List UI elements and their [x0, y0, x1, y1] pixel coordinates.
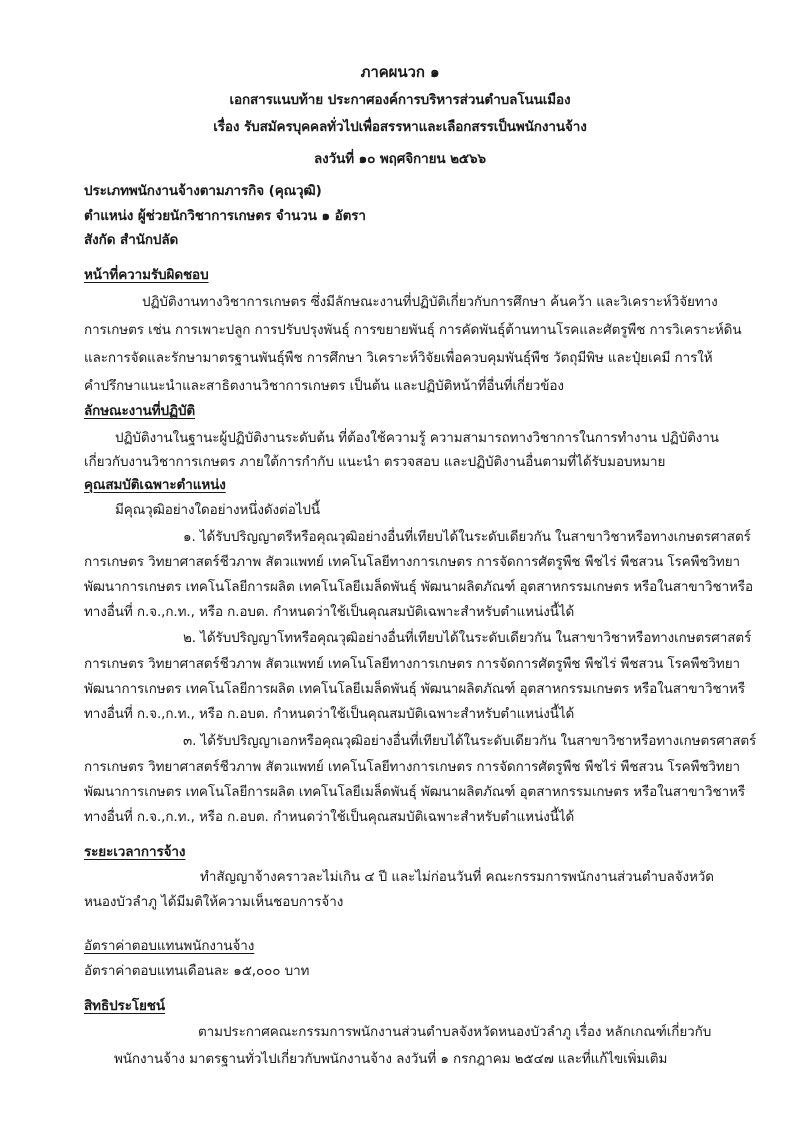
qualification-item-1-line: การเกษตร วิทยาศาสตร์ชีวภาพ สัตวแพทย์ เทคโนโลยีทางการเกษตร การจัดการศัตรูพืช พืชไร่ พืชสวน โรคพืชวิทยา [84, 554, 740, 570]
qualifications-intro: มีคุณวุฒิอย่างใดอย่างหนึ่งดังต่อไปนี้ [115, 502, 321, 518]
annex-title: ภาคผนวก ๑ [360, 63, 440, 81]
qualification-item-1-line: พัฒนาการเกษตร เทคโนโลยีการผลิต เทคโนโลยีเมล็ดพันธุ์ พัฒนาผลิตภัณฑ์ อุตสาหกรรมเกษตร หรือในสาขาวิชาหรือ [84, 579, 754, 595]
qualification-item-2-line: ทางอื่นที่ ก.จ.,ก.ท., หรือ ก.อบต. กำหนดว่าใช้เป็นคุณสมบัติเฉพาะสำหรับตำแหน่งนี้ได้ [84, 706, 575, 722]
qualification-item-2-line: การเกษตร วิทยาศาสตร์ชีวภาพ สัตวแพทย์ เทคโนโลยีทางการเกษตร การจัดการศัตรูพืช พืชไร่ พืชสวน โรคพืชวิทยา [84, 656, 740, 672]
position-department: สังกัด สำนักปลัด [84, 232, 179, 248]
date-line: ลงวันที่ ๑๐ พฤศจิกายน ๒๕๖๖ [314, 151, 486, 167]
work-nature-line: ปฏิบัติงานในฐานะผู้ปฏิบัติงานระดับต้น ที่ต้องใช้ความรู้ ความสามารถทางวิชาการในการทำงาน ปฏิบัติงาน [115, 430, 719, 446]
position-type: ประเภทพนักงานจ้างตามภารกิจ (คุณวุฒิ) [84, 183, 322, 199]
subject-line: เรื่อง รับสมัครบุคคลทั่วไปเพื่อสรรหาและเลือกสรรเป็นพนักงานจ้าง [213, 119, 587, 135]
employment-period-heading: ระยะเวลาการจ้าง [84, 844, 186, 860]
qualifications-heading: คุณสมบัติเฉพาะตำแหน่ง [84, 477, 226, 493]
duties-line: คำปรึกษาแนะนำและสาธิตงานวิชาการเกษตร เป็นต้น และปฏิบัติหน้าที่อื่นที่เกี่ยวข้อง [84, 378, 564, 394]
duties-line: และการจัดและรักษามาตรฐานพันธุ์พืช การศึกษา วิเคราะห์วิจัยเพื่อควบคุมพันธุ์พืช วัตถุมีพิษ และปุ๋ยเคมี การให้ [84, 350, 713, 366]
attachment-line: เอกสารแนบท้าย ประกาศองค์การบริหารส่วนตำบลโนนเมือง [229, 92, 571, 108]
qualification-item-3-line: ทางอื่นที่ ก.จ.,ก.ท., หรือ ก.อบต. กำหนดว่าใช้เป็นคุณสมบัติเฉพาะสำหรับตำแหน่งนี้ได้ [84, 809, 575, 825]
compensation-line: อัตราค่าตอบแทนเดือนละ ๑๕,๐๐๐ บาท [84, 963, 310, 979]
qualification-item-2-line: ๒. ได้รับปริญญาโทหรือคุณวุฒิอย่างอื่นที่เทียบได้ในระดับเดียวกัน ในสาขาวิชาหรือทางเกษตรศาสตร์ [183, 630, 752, 646]
qualification-item-1-line: ทางอื่นที่ ก.จ.,ก.ท., หรือ ก.อบต. กำหนดว่าใช้เป็นคุณสมบัติเฉพาะสำหรับตำแหน่งนี้ได้ [84, 604, 575, 620]
qualification-item-1-line: ๑. ได้รับปริญญาตรีหรือคุณวุฒิอย่างอื่นที่เทียบได้ในระดับเดียวกัน ในสาขาวิชาหรือทางเกษตรศาสตร์ [183, 529, 751, 545]
qualification-item-3-line: การเกษตร วิทยาศาสตร์ชีวภาพ สัตวแพทย์ เทคโนโลยีทางการเกษตร การจัดการศัตรูพืช พืชไร่ พืชสวน โรคพืชวิทยา [84, 759, 740, 775]
qualification-item-2-line: พัฒนาการเกษตร เทคโนโลยีการผลิต เทคโนโลยีเมล็ดพันธุ์ พัฒนาผลิตภัณฑ์ อุตสาหกรรมเกษตร หรือในสาขาวิชาหรื [84, 681, 745, 697]
work-nature-line: เกี่ยวกับงานวิชาการเกษตร ภายใต้การกำกับ แนะนำ ตรวจสอบ และปฏิบัติงานอื่นตามที่ได้รับมอบหมาย [84, 454, 666, 470]
benefits-line: ตามประกาศคณะกรรมการพนักงานส่วนตำบลจังหวัดหนองบัวลำภู เรื่อง หลักเกณฑ์เกี่ยวกับ [198, 1024, 712, 1040]
duties-line: ปฏิบัติงานทางวิชาการเกษตร ซึ่งมีลักษณะงานที่ปฏิบัติเกี่ยวกับการศึกษา ค้นคว้า และวิเคราะห์วิจัยทาง [142, 294, 718, 310]
benefits-heading: สิทธิประโยชน์ [84, 998, 166, 1014]
employment-period-line: ทำสัญญาจ้างคราวละไม่เกิน ๔ ปี และไม่ก่อนวันที่ คณะกรรมการพนักงานส่วนตำบลจังหวัด [200, 869, 714, 885]
qualification-item-3-line: ๓. ได้รับปริญญาเอกหรือคุณวุฒิอย่างอื่นที่เทียบได้ในระดับเดียวกัน ในสาขาวิชาหรือทางเกษตรศาสตร์ [183, 733, 757, 749]
work-nature-heading: ลักษณะงานที่ปฏิบัติ [84, 403, 196, 419]
qualification-item-3-line: พัฒนาการเกษตร เทคโนโลยีการผลิต เทคโนโลยีเมล็ดพันธุ์ พัฒนาผลิตภัณฑ์ อุตสาหกรรมเกษตร หรือในสาขาวิชาหรื [84, 784, 745, 800]
duties-line: การเกษตร เช่น การเพาะปลูก การปรับปรุงพันธุ์ การขยายพันธุ์ การคัดพันธุ์ต้านทานโรคและศัตรูพืช การวิเคราะห์ดิน [84, 322, 742, 338]
compensation-heading: อัตราค่าตอบแทนพนักงานจ้าง [84, 938, 255, 954]
position-title: ตำแหน่ง ผู้ช่วยนักวิชาการเกษตร จำนวน ๑ อัตรา [84, 208, 366, 224]
duties-heading: หน้าที่ความรับผิดชอบ [84, 267, 209, 283]
benefits-line: พนักงานจ้าง มาตรฐานทั่วไปเกี่ยวกับพนักงานจ้าง ลงวันที่ ๑ กรกฎาคม ๒๕๔๗ และที่แก้ไขเพิ่มเติม [114, 1051, 668, 1067]
employment-period-line: หนองบัวลำภู ได้มีมติให้ความเห็นชอบการจ้าง [84, 894, 344, 910]
